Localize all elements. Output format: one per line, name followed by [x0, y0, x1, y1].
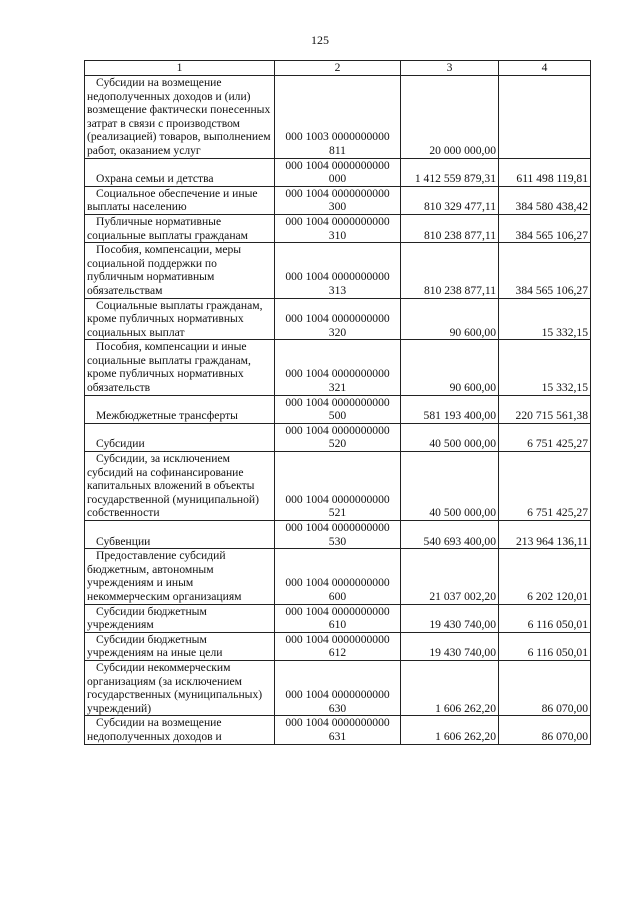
row-name-cell: Пособия, компенсации и иные социальные выплаты гражданам, кроме публичных нормативных обязательств [85, 340, 275, 395]
row-code-cell: 000 1004 0000000000 600 [275, 549, 401, 604]
row-amount-cell: 1 412 559 879,31 [401, 158, 499, 186]
row-executed-cell: 384 580 438,42 [499, 186, 591, 214]
table-row [85, 214, 591, 242]
row-name-cell: Субвенции [85, 521, 275, 549]
column-header-3: 3 [401, 61, 499, 76]
table-row [85, 158, 591, 186]
row-amount-cell: 40 500 000,00 [401, 452, 499, 521]
table-row [85, 243, 591, 298]
row-amount-cell: 1 606 262,20 [401, 716, 499, 744]
row-executed-cell [499, 76, 591, 159]
row-amount-cell: 810 238 877,11 [401, 214, 499, 242]
row-executed-cell: 86 070,00 [499, 716, 591, 744]
table-row [85, 632, 591, 660]
row-executed-cell: 6 116 050,01 [499, 604, 591, 632]
row-executed-cell: 86 070,00 [499, 660, 591, 715]
table-row [85, 521, 591, 549]
table-row [85, 395, 591, 423]
row-executed-cell: 384 565 106,27 [499, 214, 591, 242]
table-header-row [85, 61, 591, 76]
row-executed-cell: 15 332,15 [499, 340, 591, 395]
row-code-cell: 000 1004 0000000000 320 [275, 298, 401, 340]
row-executed-cell: 15 332,15 [499, 298, 591, 340]
column-header-1: 1 [85, 61, 275, 76]
row-name-cell: Социальные выплаты гражданам, кроме публичных нормативных социальных выплат [85, 298, 275, 340]
row-executed-cell: 384 565 106,27 [499, 243, 591, 298]
row-code-cell: 000 1004 0000000000 313 [275, 243, 401, 298]
column-header-4: 4 [499, 61, 591, 76]
row-amount-cell: 40 500 000,00 [401, 423, 499, 451]
row-amount-cell: 540 693 400,00 [401, 521, 499, 549]
row-executed-cell: 6 116 050,01 [499, 632, 591, 660]
row-amount-cell: 19 430 740,00 [401, 632, 499, 660]
row-name-cell: Субсидии, за исключением субсидий на софинансирование капитальных вложений в объекты государственной (муниципальной) собственности [85, 452, 275, 521]
row-code-cell: 000 1004 0000000000 310 [275, 214, 401, 242]
row-code-cell: 000 1004 0000000000 631 [275, 716, 401, 744]
row-name-cell: Субсидии бюджетным учреждениям на иные цели [85, 632, 275, 660]
row-amount-cell: 1 606 262,20 [401, 660, 499, 715]
row-amount-cell: 90 600,00 [401, 340, 499, 395]
table-row [85, 549, 591, 604]
row-name-cell: Предоставление субсидий бюджетным, автономным учреждениям и иным некоммерческим организациям [85, 549, 275, 604]
row-amount-cell: 19 430 740,00 [401, 604, 499, 632]
row-executed-cell: 611 498 119,81 [499, 158, 591, 186]
row-code-cell: 000 1004 0000000000 300 [275, 186, 401, 214]
row-executed-cell: 213 964 136,11 [499, 521, 591, 549]
row-name-cell: Социальное обеспечение и иные выплаты населению [85, 186, 275, 214]
row-name-cell: Пособия, компенсации, меры социальной поддержки по публичным нормативным обязательствам [85, 243, 275, 298]
table-row [85, 452, 591, 521]
row-name-cell: Субсидии некоммерческим организациям (за исключением государственных (муниципальных) учреждений) [85, 660, 275, 715]
row-executed-cell: 220 715 561,38 [499, 395, 591, 423]
table-row [85, 423, 591, 451]
row-amount-cell: 20 000 000,00 [401, 76, 499, 159]
row-name-cell: Субсидии [85, 423, 275, 451]
row-name-cell: Публичные нормативные социальные выплаты гражданам [85, 214, 275, 242]
row-name-cell: Охрана семьи и детства [85, 158, 275, 186]
column-header-2: 2 [275, 61, 401, 76]
row-code-cell: 000 1004 0000000000 521 [275, 452, 401, 521]
row-code-cell: 000 1004 0000000000 530 [275, 521, 401, 549]
row-code-cell: 000 1004 0000000000 520 [275, 423, 401, 451]
table-row [85, 716, 591, 744]
row-amount-cell: 21 037 002,20 [401, 549, 499, 604]
row-amount-cell: 810 329 477,11 [401, 186, 499, 214]
table-row [85, 340, 591, 395]
page-number: 125 [311, 33, 329, 47]
row-executed-cell: 6 202 120,01 [499, 549, 591, 604]
row-amount-cell: 90 600,00 [401, 298, 499, 340]
row-code-cell: 000 1004 0000000000 610 [275, 604, 401, 632]
row-code-cell: 000 1004 0000000000 612 [275, 632, 401, 660]
budget-table [84, 60, 591, 745]
row-code-cell: 000 1004 0000000000 000 [275, 158, 401, 186]
table-row [85, 660, 591, 715]
table-row [85, 76, 591, 159]
row-executed-cell: 6 751 425,27 [499, 423, 591, 451]
row-code-cell: 000 1003 0000000000 811 [275, 76, 401, 159]
row-code-cell: 000 1004 0000000000 630 [275, 660, 401, 715]
row-code-cell: 000 1004 0000000000 321 [275, 340, 401, 395]
row-code-cell: 000 1004 0000000000 500 [275, 395, 401, 423]
row-executed-cell: 6 751 425,27 [499, 452, 591, 521]
row-amount-cell: 581 193 400,00 [401, 395, 499, 423]
row-name-cell: Субсидии бюджетным учреждениям [85, 604, 275, 632]
row-name-cell: Субсидии на возмещение недополученных доходов и (или) возмещение фактически понесенных затрат в связи с производством (реализацией) товаров, выполнением работ, оказанием услуг [85, 76, 275, 159]
table-row [85, 298, 591, 340]
row-amount-cell: 810 238 877,11 [401, 243, 499, 298]
row-name-cell: Межбюджетные трансферты [85, 395, 275, 423]
table-row [85, 186, 591, 214]
table-row [85, 604, 591, 632]
row-name-cell: Субсидии на возмещение недополученных доходов и [85, 716, 275, 744]
